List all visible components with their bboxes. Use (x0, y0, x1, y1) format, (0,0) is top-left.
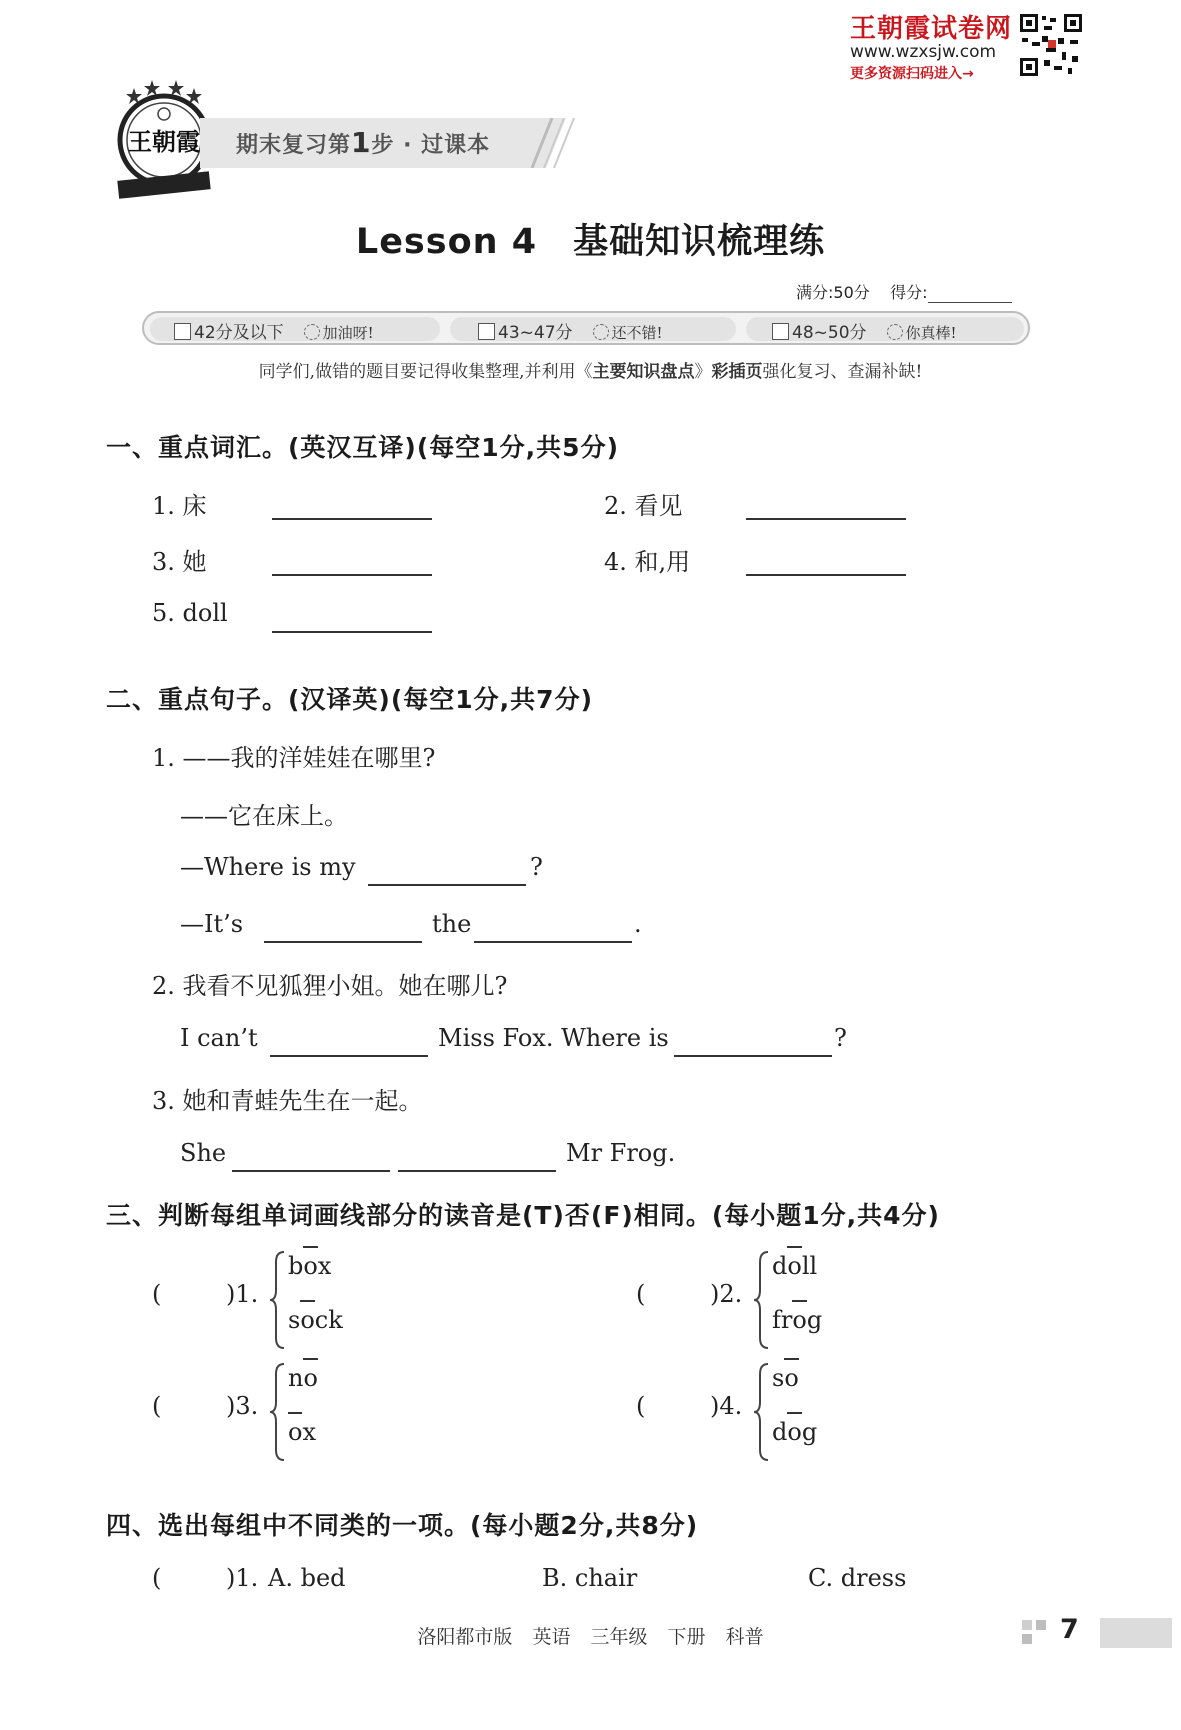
footer-decor (1022, 1620, 1032, 1630)
group-number: )4. (710, 1392, 743, 1420)
brace-icon (752, 1250, 772, 1350)
checkbox[interactable] (772, 323, 789, 340)
brace-icon (268, 1362, 288, 1462)
page-bar (1100, 1618, 1172, 1648)
question-number: )1. (226, 1564, 259, 1592)
footer-decor (1036, 1620, 1046, 1630)
answer-blank[interactable] (474, 941, 632, 943)
word-ox: ox (288, 1418, 316, 1446)
page-number: 7 (1060, 1614, 1079, 1645)
rating-bar (142, 311, 1030, 345)
instruction-note: 同学们,做错的题目要记得收集整理,并利用《主要知识盘点》彩插页强化复习、查漏补缺! (258, 362, 923, 382)
answer-blank[interactable] (398, 1170, 556, 1172)
q1-english-a-end: ? (530, 853, 543, 881)
rating-item-1[interactable]: 42分及以下 加油呀! (174, 318, 374, 343)
q2-english-end: ? (834, 1024, 847, 1052)
brand-name: 王朝霞试卷网 (850, 14, 1013, 44)
answer-paren[interactable]: ( (152, 1280, 162, 1308)
qr-code-icon[interactable] (1018, 12, 1084, 78)
smile-icon (593, 324, 609, 340)
group-number: )3. (226, 1392, 259, 1420)
smile-icon (304, 324, 320, 340)
brand-note: 更多资源扫码进入→ (850, 66, 974, 82)
answer-blank[interactable] (746, 574, 906, 576)
option-c[interactable]: C. dress (808, 1564, 907, 1592)
checkbox[interactable] (478, 323, 495, 340)
q2-english-b: Miss Fox. Where is (438, 1024, 669, 1052)
q1-english-b-mid: the (432, 910, 472, 938)
q1-english-b-end: . (634, 910, 642, 938)
option-b[interactable]: B. chair (542, 1564, 638, 1592)
answer-blank[interactable] (368, 884, 526, 886)
answer-paren[interactable]: ( (152, 1564, 162, 1592)
banner-text: 期末复习第1步 · 过课本 (236, 126, 491, 159)
section4-heading: 四、选出每组中不同类的一项。(每小题2分,共8分) (106, 1511, 699, 1540)
q2-chinese: 2. 我看不见狐狸小姐。她在哪儿? (152, 972, 508, 1000)
q1-english-a: —Where is my (180, 853, 356, 881)
word-frog: frog (772, 1306, 823, 1334)
checkbox[interactable] (174, 323, 191, 340)
answer-paren[interactable]: ( (636, 1280, 646, 1308)
word-so: so (772, 1364, 799, 1392)
q3-english-a: She (180, 1139, 227, 1167)
answer-paren[interactable]: ( (152, 1392, 162, 1420)
q1-chinese-b: ——它在床上。 (180, 802, 348, 830)
word-no: no (288, 1364, 318, 1392)
section1-heading: 一、重点词汇。(英汉互译)(每空1分,共5分) (106, 433, 619, 462)
page-title: Lesson 4 基础知识梳理练 (355, 222, 826, 262)
score-blank[interactable] (928, 284, 1012, 303)
got-score-label: 得分: (890, 283, 928, 302)
vocab-item-5: 5. doll (152, 599, 228, 627)
footer-info: 洛阳都市版 英语 三年级 下册 科普 (417, 1626, 764, 1648)
section2-heading: 二、重点句子。(汉译英)(每空1分,共7分) (106, 685, 593, 714)
brace-icon (752, 1362, 772, 1462)
word-sock: sock (288, 1306, 343, 1334)
vocab-item-3: 3. 她 (152, 548, 207, 576)
full-score: 满分:50分 (796, 283, 870, 302)
q1-chinese-a: 1. ——我的洋娃娃在哪里? (152, 744, 436, 772)
option-a[interactable]: A. bed (268, 1564, 346, 1592)
q2-english-a: I can’t (180, 1024, 258, 1052)
answer-blank[interactable] (270, 1055, 428, 1057)
answer-blank[interactable] (232, 1170, 390, 1172)
brace-icon (268, 1250, 288, 1350)
section3-heading: 三、判断每组单词画线部分的读音是(T)否(F)相同。(每小题1分,共4分) (106, 1201, 940, 1230)
answer-blank[interactable] (272, 631, 432, 633)
q3-english-b: Mr Frog. (566, 1139, 676, 1167)
brand-url[interactable]: www.wzxsjw.com (850, 42, 997, 62)
group-number: )1. (226, 1280, 259, 1308)
answer-blank[interactable] (272, 518, 432, 520)
smile-icon (887, 324, 903, 340)
answer-blank[interactable] (746, 518, 906, 520)
q3-chinese: 3. 她和青蛙先生在一起。 (152, 1087, 423, 1115)
answer-blank[interactable] (272, 574, 432, 576)
word-doll: doll (772, 1252, 818, 1280)
group-number: )2. (710, 1280, 743, 1308)
logo-text: 王朝霞 (128, 127, 200, 156)
vocab-item-4: 4. 和,用 (604, 548, 691, 576)
score-line (796, 280, 1012, 303)
rating-item-2[interactable]: 43~47分 还不错! (478, 318, 663, 343)
answer-blank[interactable] (264, 941, 422, 943)
q1-english-b: —It’s (180, 910, 244, 938)
answer-paren[interactable]: ( (636, 1392, 646, 1420)
word-box: box (288, 1252, 332, 1280)
rating-item-3[interactable]: 48~50分 你真棒! (772, 318, 957, 343)
answer-blank[interactable] (674, 1055, 832, 1057)
vocab-item-1: 1. 床 (152, 492, 207, 520)
word-dog: dog (772, 1418, 818, 1446)
footer-decor (1022, 1634, 1032, 1644)
vocab-item-2: 2. 看见 (604, 492, 683, 520)
